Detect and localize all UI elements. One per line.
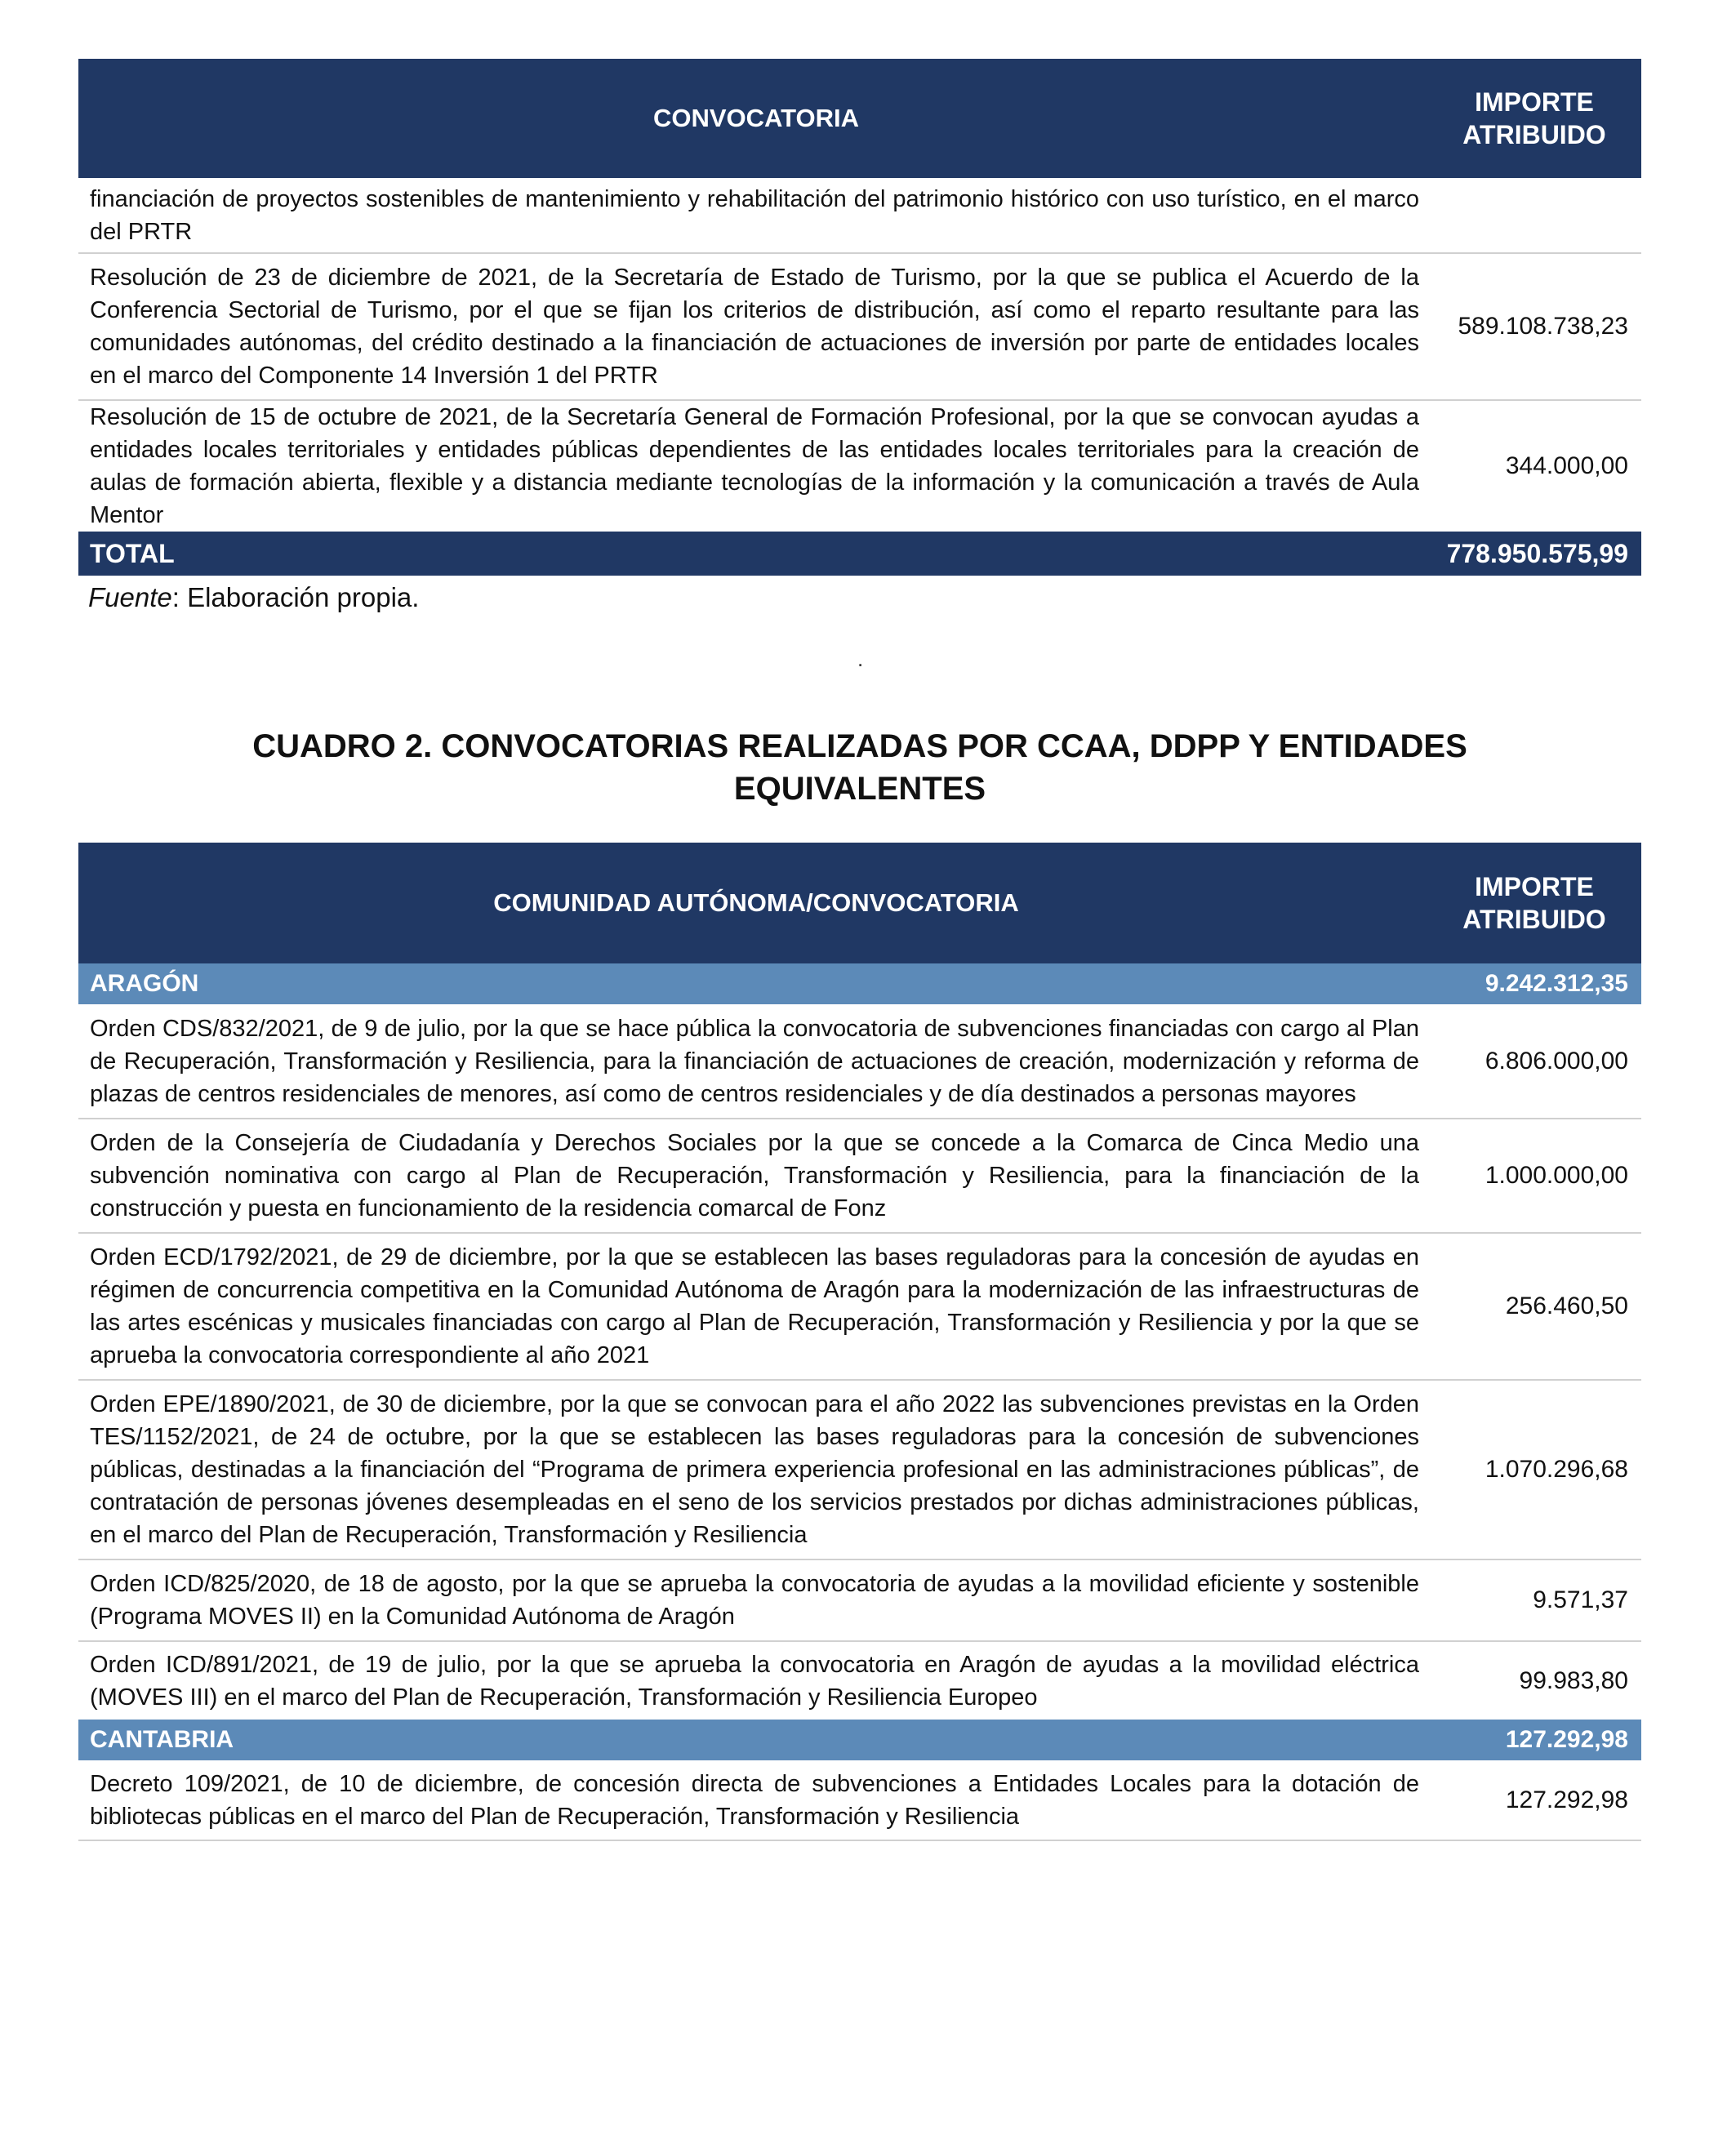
table-row	[78, 1004, 1641, 1119]
row-amount	[1434, 178, 1641, 253]
table-row	[78, 1760, 1641, 1840]
header-importe-atribuido: IMPORTE ATRIBUIDO	[1434, 843, 1641, 963]
row-amount: 256.460,50	[1434, 1233, 1641, 1380]
caption-line-1: CUADRO 2. CONVOCATORIAS REALIZADAS POR CCAA, DDPP Y ENTIDADES	[252, 728, 1467, 764]
table-row	[78, 1119, 1641, 1233]
header-comunidad-convocatoria: COMUNIDAD AUTÓNOMA/CONVOCATORIA	[78, 843, 1434, 963]
row-text: Resolución de 23 de diciembre de 2021, de la Secretaría de Estado de Turismo, por la que se publica el Acuerdo de la Conferencia Sectorial de Turismo, por el que se fijan los criterios de distribución, así como el reparto resultante para las comunidades autónomas, del crédito destinado a la financiación de actuaciones de inversión por parte de entidades locales en el marco del Componente 14 Inversión 1 del PRTR	[78, 253, 1434, 400]
row-text: Orden ECD/1792/2021, de 29 de diciembre, por la que se establecen las bases reguladoras para la concesión de ayudas en régimen de concurrencia competitiva en la Comunidad Autónoma de Aragón para la modernización de las infraestructuras de las artes escénicas y musicales financiadas con cargo al Plan de Recuperación, Transformación y Resiliencia y por la que se aprueba la convocatoria correspondiente al año 2021	[78, 1233, 1434, 1380]
region-name: ARAGÓN	[78, 963, 1434, 1004]
row-text: Orden ICD/825/2020, de 18 de agosto, por la que se aprueba la convocatoria de ayudas a la movilidad eficiente y sostenible (Programa MOVES II) en la Comunidad Autónoma de Aragón	[78, 1559, 1434, 1641]
table-row	[78, 253, 1641, 400]
source-text: : Elaboración propia.	[171, 582, 420, 612]
total-amount: 778.950.575,99	[1434, 532, 1641, 576]
table-row	[78, 1559, 1641, 1641]
region-amount: 127.292,98	[1434, 1720, 1641, 1760]
total-label: TOTAL	[78, 532, 1434, 576]
row-text: Orden ICD/891/2021, de 19 de julio, por la que se aprueba la convocatoria en Aragón de ayudas a la movilidad eléctrica (MOVES III) en el marco del Plan de Recuperación, Transformación y Resiliencia Europeo	[90, 1651, 1419, 1711]
header-importe-atribuido: IMPORTE ATRIBUIDO	[1434, 59, 1641, 178]
row-amount: 9.571,37	[1434, 1559, 1641, 1641]
source-note	[88, 581, 419, 614]
source-label: Fuente	[88, 582, 172, 612]
caption-line-2: EQUIVALENTES	[733, 771, 986, 807]
row-amount: 127.292,98	[1434, 1760, 1641, 1840]
row-amount: 344.000,00	[1505, 452, 1628, 479]
separator-dot: .	[857, 647, 864, 671]
region-row-aragon	[78, 963, 1641, 1004]
header-convocatoria: CONVOCATORIA	[78, 59, 1434, 178]
row-text: Resolución de 15 de octubre de 2021, de la Secretaría General de Formación Profesional, por la que se convocan ayudas a entidades locales territoriales y entidades públicas dependientes de las entidades locales territoriales para la creación de aulas de formación abierta, flexible y a distancia mediante tecnologías de la información y la comunicación a través de Aula Mentor	[90, 404, 1419, 528]
row-amount: 6.806.000,00	[1434, 1004, 1641, 1119]
row-text: Orden de la Consejería de Ciudadanía y Derechos Sociales por la que se concede a la Comarca de Cinca Medio una subvención nominativa con cargo al Plan de Recuperación, Transformación y Resiliencia, para la financiación de la construcción y puesta en funcionamiento de la residencia comarcal de Fonz	[78, 1119, 1434, 1233]
table-row	[78, 1380, 1641, 1559]
table-row	[78, 400, 1641, 532]
convocatorias-table-2	[78, 843, 1641, 1841]
row-text: Orden EPE/1890/2021, de 30 de diciembre, por la que se convocan para el año 2022 las subvenciones previstas en la Orden TES/1152/2021, de 24 de octubre, por la que se establecen las bases reguladoras para la concesión de subvenciones públicas, destinadas a la financiación del “Programa de primera experiencia profesional en las administraciones públicas”, de contratación de personas jóvenes desempleadas en el seno de los servicios prestados por dichas administraciones públicas, en el marco del Plan de Recuperación, Transformación y Resiliencia	[78, 1380, 1434, 1559]
row-amount: 1.070.296,68	[1434, 1380, 1641, 1559]
row-amount: 1.000.000,00	[1434, 1119, 1641, 1233]
table-header	[78, 59, 1641, 178]
row-text: financiación de proyectos sostenibles de mantenimiento y rehabilitación del patrimonio histórico con uso turístico, en el marco del PRTR	[78, 178, 1434, 253]
row-text: Decreto 109/2021, de 10 de diciembre, de concesión directa de subvenciones a Entidades Locales para la dotación de bibliotecas públicas en el marco del Plan de Recuperación, Transformación y Resiliencia	[78, 1760, 1434, 1840]
total-row	[78, 532, 1641, 576]
row-amount: 589.108.738,23	[1434, 253, 1641, 400]
table-header	[78, 843, 1641, 963]
table-row	[78, 1233, 1641, 1380]
region-row-cantabria	[78, 1720, 1641, 1760]
region-amount: 9.242.312,35	[1434, 963, 1641, 1004]
row-amount: 99.983,80	[1519, 1666, 1628, 1694]
region-name: CANTABRIA	[78, 1720, 1434, 1760]
table-row	[78, 178, 1641, 253]
table-caption	[78, 725, 1641, 810]
convocatorias-table-1	[78, 59, 1641, 576]
table-row	[78, 1641, 1641, 1720]
row-text: Orden CDS/832/2021, de 9 de julio, por la que se hace pública la convocatoria de subvenciones financiadas con cargo al Plan de Recuperación, Transformación y Resiliencia, para la financiación de actuaciones de creación, modernización y reforma de plazas de centros residenciales de menores, así como de centros residenciales y de día destinados a personas mayores	[78, 1004, 1434, 1119]
